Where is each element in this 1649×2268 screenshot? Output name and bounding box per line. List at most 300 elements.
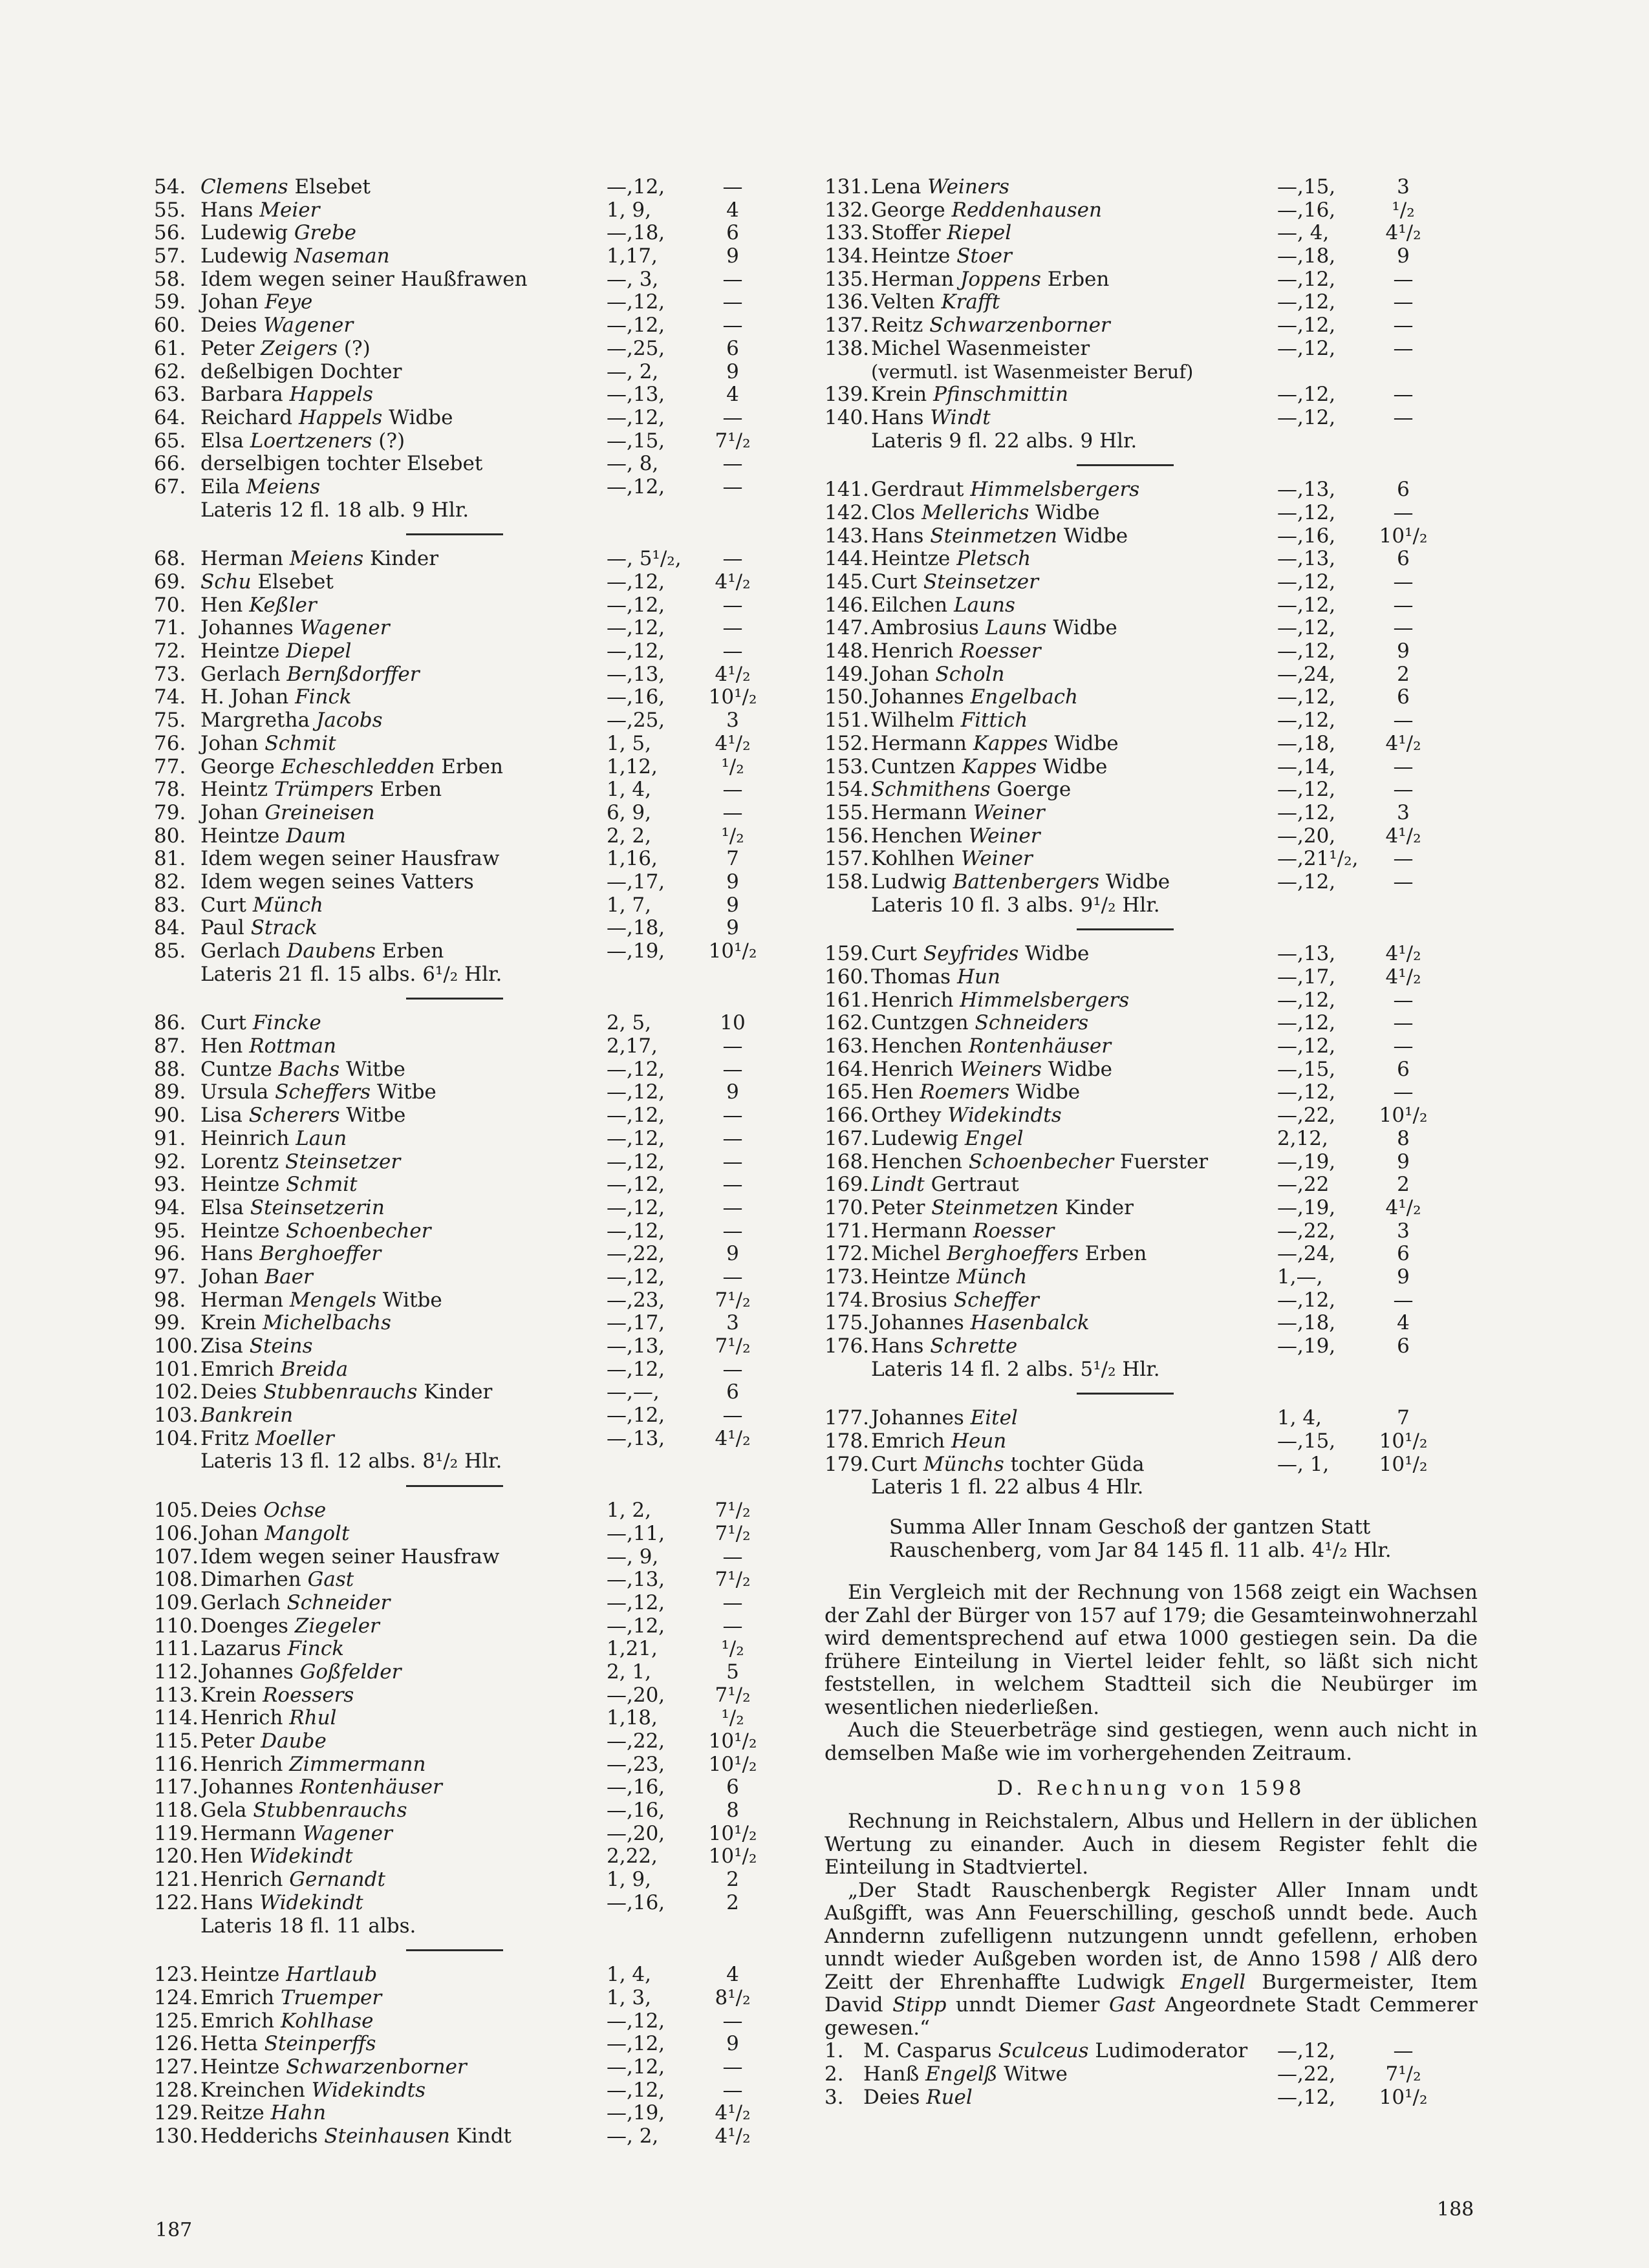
heller-amount: 4¹/₂ [715, 662, 751, 686]
surname-italic: Schmit [286, 1173, 358, 1197]
heller-amount: ¹/₂ [1392, 198, 1415, 222]
register-row [824, 525, 1478, 548]
entry-number: 171. [824, 1219, 870, 1243]
surname-italic: Schneiders [975, 1011, 1089, 1035]
entry-number: 66. [154, 452, 186, 476]
heller-amount: 3 [1397, 1219, 1410, 1243]
tax-amount: —,22, [607, 1729, 665, 1753]
surname-italic: Krafft [941, 290, 1000, 314]
heller-amount: 6 [1397, 1334, 1410, 1358]
taxpayer-name [871, 407, 991, 430]
name-part: Ludewig [871, 1126, 965, 1150]
register-row [824, 756, 1478, 779]
name-part: Curt [200, 893, 253, 917]
entry-number: 174. [824, 1288, 870, 1312]
register-row [154, 1845, 807, 1868]
name-part: Johannes [200, 616, 300, 640]
register-row [154, 291, 807, 314]
register-row [154, 1638, 807, 1661]
heller-amount: — [722, 1219, 743, 1243]
heller-amount: — [722, 1150, 743, 1173]
tax-amount: —,—, [607, 1380, 660, 1404]
taxpayer-name [863, 2086, 973, 2110]
heller-amount: 6 [726, 1775, 739, 1799]
surname-italic: Ziegeler [294, 1614, 380, 1638]
entry-number: 89. [154, 1080, 186, 1104]
quote-name-stipp: Stipp [892, 1993, 947, 2017]
taxpayer-name [871, 314, 1110, 337]
name-part: Herman [200, 547, 290, 571]
register-row [154, 2102, 807, 2125]
name-part: Henchen [871, 824, 969, 848]
right-tax-register [824, 176, 1478, 1499]
name-part: Ursula [200, 1080, 275, 1104]
lateris-subtotal: Lateris 10 fl. 3 albs. 9¹/₂ Hlr. [871, 893, 1160, 917]
divider-line [1077, 464, 1174, 466]
heller-amount: 4¹/₂ [715, 1426, 751, 1450]
name-part: Heintze [871, 1265, 957, 1289]
quote-text-e: unndt Diemer [946, 1993, 1110, 2017]
entry-number: 159. [824, 942, 870, 966]
paragraph-tax-amounts: Auch die Steuerbeträge sind gestiegen, wenn auch nicht in demselben Maße wie im vorhergehenden Zeitraum. [824, 1718, 1478, 1765]
surname-italic: Münch [252, 893, 323, 917]
heller-amount: — [722, 778, 743, 802]
entry-number: 140. [824, 405, 870, 429]
surname-italic: Kohlhase [280, 2009, 374, 2033]
heller-amount: 7¹/₂ [715, 1288, 751, 1312]
entry-number: 65. [154, 429, 186, 453]
name-part: Hermann [871, 1219, 973, 1243]
paragraph-comparison: Ein Vergleich mit der Rechnung von 1568 zeigt ein Wachsen der Zahl der Bürger von 157 auf 179; die Gesamteinwohnerzahl wird dementsprechend auf etwa 1000 gestiegen sein. Da die frühere Einteilung in Viertel leider fehlt, so läßt sich nicht feststellen, in welchem Stadtteil sich die Neubürger im wesentlichen niederließen. [824, 1581, 1478, 1719]
entry-number: 3. [824, 2085, 844, 2109]
name-part: Hen [200, 593, 250, 617]
register-row [154, 1892, 807, 1915]
name-part: Heintz [200, 778, 274, 802]
taxpayer-name [200, 476, 320, 499]
tax-amount: —,13, [1277, 478, 1336, 502]
surname-italic: Mangolt [264, 1521, 350, 1545]
entry-number: 58. [154, 267, 186, 291]
entry-number: 127. [154, 2055, 199, 2079]
entry-number: 172. [824, 1242, 870, 1266]
taxpayer-name [871, 1104, 1062, 1128]
name-part: Heintze [200, 1219, 286, 1243]
surname-italic: Berghoeffer [259, 1242, 382, 1266]
name-suffix: Witwe [997, 2062, 1068, 2086]
register-row [824, 848, 1478, 871]
taxpayer-name [200, 1197, 385, 1220]
name-suffix: Widbe [1009, 1080, 1081, 1104]
surname-italic: Windt [930, 405, 991, 429]
register-row [154, 825, 807, 848]
tax-amount: —,13, [607, 662, 665, 686]
taxpayer-name [200, 1220, 431, 1243]
name-part: Idem wegen seiner Haußfrawen [200, 267, 528, 291]
entry-number: 145. [824, 570, 870, 594]
name-part: Barbara [200, 383, 290, 407]
tax-amount: 1,16, [607, 847, 658, 871]
entry-number: 79. [154, 800, 186, 824]
surname-italic: Rottman [249, 1034, 336, 1058]
taxpayer-name [200, 314, 353, 337]
surname-italic: Zimmermann [289, 1752, 426, 1776]
surname-italic: Kappes [962, 754, 1037, 778]
tax-amount: —,25, [607, 336, 665, 360]
register-row [824, 1197, 1478, 1220]
taxpayer-name [200, 1592, 390, 1615]
name-part: Gerlach [200, 662, 287, 686]
tax-amount: —,12, [1277, 800, 1336, 824]
taxpayer-name [871, 525, 1128, 548]
taxpayer-name [871, 966, 1000, 989]
entry-number: 115. [154, 1729, 199, 1753]
register-row [154, 245, 807, 268]
taxpayer-name [871, 1197, 1134, 1220]
name-part: Hermann [200, 1821, 303, 1845]
tax-amount: —,12, [607, 639, 665, 663]
register-row [824, 989, 1478, 1012]
heller-amount: — [722, 175, 743, 198]
name-part: Velten [871, 290, 942, 314]
heller-amount: — [722, 1265, 743, 1289]
heller-amount: — [722, 405, 743, 429]
tax-amount: —,19, [1277, 1150, 1336, 1173]
heller-amount: — [1393, 754, 1414, 778]
taxpayer-name [871, 640, 1041, 663]
entry-number: 104. [154, 1426, 199, 1450]
tax-amount: —,12, [1277, 988, 1336, 1012]
heller-amount: — [1393, 593, 1414, 617]
entry-number: 100. [154, 1334, 199, 1358]
heller-amount: — [722, 2078, 743, 2102]
tax-amount: 1, 7, [607, 893, 652, 917]
taxpayer-name [200, 1963, 377, 1987]
name-part: Krein [200, 1683, 263, 1707]
entry-number: 2. [824, 2062, 844, 2086]
page-number-right: 188 [1437, 2198, 1474, 2221]
register-row [824, 1335, 1478, 1358]
entry-number: 83. [154, 893, 186, 917]
name-suffix: Erben [1078, 1242, 1147, 1266]
heller-amount: 4¹/₂ [715, 570, 751, 594]
heller-amount: 9 [726, 359, 739, 383]
register-1598 [824, 2040, 1478, 2109]
taxpayer-name [200, 291, 312, 314]
entry-number: 154. [824, 778, 870, 802]
surname-italic: Moeller [255, 1426, 334, 1450]
heller-amount: — [722, 1357, 743, 1381]
section-divider [154, 1938, 807, 1963]
name-part: Johan [200, 1521, 265, 1545]
surname-italic: Münchs [923, 1452, 1004, 1476]
register-row [154, 1058, 807, 1082]
register-row [824, 617, 1478, 640]
tax-amount: —,12, [1277, 570, 1336, 594]
surname-italic: Berghoeffers [947, 1242, 1079, 1266]
entry-number: 95. [154, 1219, 186, 1243]
heller-amount: 8 [1397, 1126, 1410, 1150]
surname-italic: Daum [286, 824, 346, 848]
divider-line [1077, 928, 1174, 930]
name-part: Heintze [200, 824, 286, 848]
taxpayer-name [200, 1568, 354, 1592]
name-part: George [200, 754, 281, 778]
surname-italic: Bernßdorffer [286, 662, 420, 686]
heller-amount: 2 [726, 1890, 739, 1914]
heller-amount: — [722, 475, 743, 498]
tax-amount: —,15, [1277, 1429, 1336, 1453]
quote-name-gast: Gast [1109, 1993, 1156, 2017]
register-row [154, 733, 807, 756]
taxpayer-name [200, 1823, 393, 1846]
name-part: Cuntzgen [871, 1011, 975, 1035]
surname-italic: Launs [985, 616, 1047, 640]
surname-italic: Michelbachs [263, 1311, 391, 1335]
surname-italic: Bankrein [200, 1404, 294, 1428]
register-row [824, 1012, 1478, 1035]
tax-amount: —,12, [607, 2032, 665, 2056]
taxpayer-name [871, 1058, 1112, 1082]
register-row [824, 2063, 1478, 2086]
surname-italic: Widekindts [947, 1104, 1062, 1128]
tax-amount: —,17, [607, 1311, 665, 1335]
entry-number: 139. [824, 383, 870, 407]
register-row [824, 966, 1478, 989]
tax-amount: 1,21, [607, 1637, 658, 1661]
tax-amount: —,12, [607, 2055, 665, 2079]
register-row [824, 199, 1478, 222]
lateris-subtotal: Lateris 13 fl. 12 albs. 8¹/₂ Hlr. [200, 1450, 502, 1473]
surname-italic: Steinmetzen [931, 1195, 1059, 1219]
name-part: Heintze [200, 639, 286, 663]
register-row [154, 2010, 807, 2033]
taxpayer-name [200, 871, 474, 894]
heller-amount: 10¹/₂ [708, 1752, 757, 1776]
register-row [154, 917, 807, 940]
tax-amount: —, 2, [607, 359, 659, 383]
heller-amount: — [722, 2009, 743, 2033]
name-part: Emrich [200, 2009, 281, 2033]
taxpayer-name [200, 663, 420, 687]
entry-number: 85. [154, 939, 186, 963]
heller-amount: 10¹/₂ [1379, 1104, 1428, 1128]
surname-italic: Fincke [252, 1011, 321, 1035]
taxpayer-name [871, 733, 1119, 756]
heller-amount: 9 [726, 893, 739, 917]
entry-number: 59. [154, 290, 186, 314]
tax-amount: —,15, [607, 429, 665, 453]
tax-amount: —,12, [607, 475, 665, 498]
name-part: Gerlach [200, 1590, 287, 1614]
name-part: Johan [200, 290, 265, 314]
name-suffix: Kinder [417, 1380, 493, 1404]
name-suffix: tochter Güda [1004, 1452, 1145, 1476]
surname-italic: Jacobs [316, 709, 383, 733]
entry-number: 142. [824, 500, 870, 524]
taxpayer-name [200, 1638, 344, 1661]
surname-italic: Keßler [249, 593, 317, 617]
name-part: Heinrich [200, 1126, 296, 1150]
surname-italic: Widekindt [249, 1845, 353, 1868]
name-part: Henrich [200, 1706, 290, 1730]
heller-amount: 2 [1397, 1173, 1410, 1197]
name-part: Johan [200, 1265, 265, 1289]
taxpayer-name [200, 1661, 401, 1684]
tax-amount: —,18, [1277, 244, 1336, 268]
tax-amount: —,12, [607, 1265, 665, 1289]
name-part: derselbigen tochter Elsebet [200, 452, 483, 476]
entry-number: 173. [824, 1265, 870, 1289]
taxpayer-name [200, 268, 528, 292]
entry-number: 105. [154, 1499, 199, 1523]
name-suffix: Witbe [376, 1288, 442, 1312]
tax-amount: —,13, [607, 1426, 665, 1450]
name-part: Johan [200, 731, 265, 755]
taxpayer-name [871, 337, 1090, 361]
register-row [824, 268, 1478, 292]
register-row [154, 430, 807, 453]
taxpayer-name [200, 1499, 326, 1523]
taxpayer-name [871, 756, 1107, 779]
heller-amount: — [722, 1126, 743, 1150]
entry-number: 61. [154, 336, 186, 360]
name-suffix: Witbe [339, 1104, 406, 1128]
entry-number: 117. [154, 1775, 199, 1799]
name-part: Wilhelm [871, 709, 961, 733]
heller-amount: 4¹/₂ [715, 2124, 751, 2148]
heller-amount: — [722, 547, 743, 571]
register-row [154, 1173, 807, 1197]
heller-amount: 4 [726, 383, 739, 407]
name-part: Herman [871, 267, 960, 291]
heller-amount: 2 [726, 1868, 739, 1892]
register-row [154, 663, 807, 687]
divider-line [406, 1485, 503, 1487]
tax-amount: —,22, [607, 1242, 665, 1266]
register-row [154, 268, 807, 292]
register-row [824, 871, 1478, 894]
tax-amount: —,12, [1277, 616, 1336, 640]
name-part: Hans [871, 405, 931, 429]
name-part: Hans [200, 1890, 260, 1914]
register-row [824, 1081, 1478, 1104]
quote-name-engell: Engell [1180, 1970, 1246, 1994]
taxpayer-name [200, 1523, 349, 1546]
name-part: Hans [871, 524, 931, 548]
register-row [824, 1243, 1478, 1266]
entry-number: 80. [154, 824, 186, 848]
register-row [824, 502, 1478, 525]
entry-number: 81. [154, 847, 186, 871]
surname-italic: Ruel [926, 2085, 973, 2109]
register-row [154, 1592, 807, 1615]
entry-number: 88. [154, 1057, 186, 1081]
entry-number: 98. [154, 1288, 186, 1312]
tax-amount: —,12, [1277, 870, 1336, 893]
register-row [824, 1058, 1478, 1082]
heller-amount: — [1393, 778, 1414, 802]
register-row [824, 1407, 1478, 1430]
heller-amount: 6 [1397, 1242, 1410, 1266]
heller-amount: 7 [726, 847, 739, 871]
heller-amount: — [722, 1614, 743, 1638]
name-part: Hermann [871, 800, 973, 824]
name-part: Hen [200, 1034, 250, 1058]
heller-amount: 4¹/₂ [715, 2101, 751, 2125]
heller-amount: 8¹/₂ [715, 1985, 751, 2009]
name-part: Henrich [200, 1752, 290, 1776]
tax-amount: —,12, [607, 1104, 665, 1128]
entry-number: 166. [824, 1104, 870, 1128]
heller-amount: — [722, 1034, 743, 1058]
summa-line-1: Summa Aller Innam Geschoß der gantzen Statt [889, 1515, 1371, 1539]
taxpayer-name [200, 1776, 442, 1799]
entry-number: 153. [824, 754, 870, 778]
register-row [154, 1523, 807, 1546]
divider-line [406, 1949, 503, 1951]
taxpayer-name [200, 940, 444, 963]
name-part: Cuntzen [871, 754, 962, 778]
name-part: deßelbigen Dochter [200, 359, 402, 383]
register-row [824, 314, 1478, 337]
entry-number: 118. [154, 1799, 199, 1823]
entry-number: 149. [824, 662, 870, 686]
surname-italic: Steinmetzen [930, 524, 1058, 548]
heller-amount: — [1393, 1011, 1414, 1035]
heller-amount: — [722, 314, 743, 337]
name-suffix: Erben [375, 939, 444, 963]
quote-text-c: Burgermeister, Item David [824, 1970, 1478, 2017]
taxpayer-name [200, 548, 438, 571]
heller-amount: 6 [1397, 1057, 1410, 1081]
name-part: Eila [200, 475, 246, 498]
entry-number: 93. [154, 1173, 186, 1197]
name-part: Brosius [871, 1288, 954, 1312]
surname-italic: Truemper [280, 1985, 382, 2009]
surname-italic: Scherers [248, 1104, 340, 1128]
tax-amount: —,16, [607, 685, 665, 709]
entry-number: 150. [824, 685, 870, 709]
taxpayer-name [871, 663, 1004, 687]
name-suffix: Kinder [1059, 1195, 1134, 1219]
taxpayer-name [200, 1799, 407, 1823]
taxpayer-name [871, 848, 1033, 871]
entry-number: 69. [154, 570, 186, 594]
entry-number: 158. [824, 870, 870, 893]
taxpayer-name [871, 1430, 1006, 1453]
taxpayer-name [871, 268, 1109, 292]
tax-amount: —,13, [607, 1568, 665, 1592]
tax-amount: —,12, [1277, 314, 1336, 337]
taxpayer-name [863, 2063, 1068, 2086]
tax-amount: —,12, [1277, 1080, 1336, 1104]
register-row [154, 1868, 807, 1892]
name-part: Heintze [200, 2055, 286, 2079]
name-part: Johannes [200, 1775, 300, 1799]
surname-italic: Meiens [246, 475, 321, 498]
heller-amount: — [1393, 709, 1414, 733]
heller-amount: ¹/₂ [721, 1637, 744, 1661]
entry-number: 119. [154, 1821, 199, 1845]
surname-italic: Wagener [299, 616, 390, 640]
divider-line [406, 533, 503, 535]
tax-amount: —,12, [607, 175, 665, 198]
heller-amount: 10¹/₂ [708, 685, 757, 709]
tax-amount: —,12, [1277, 405, 1336, 429]
name-part: Zisa [200, 1334, 250, 1358]
entry-number: 123. [154, 1963, 199, 1987]
name-part: Henrich [871, 1057, 960, 1081]
